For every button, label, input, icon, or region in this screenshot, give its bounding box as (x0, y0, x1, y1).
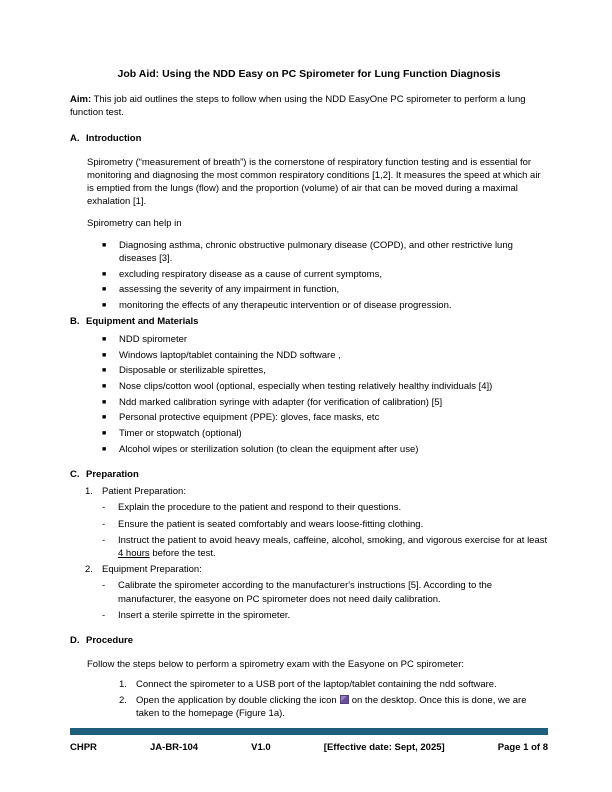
list-item (102, 380, 548, 393)
numbered-item (85, 563, 548, 576)
dash-marker: - (102, 518, 106, 530)
section-heading-procedure (70, 634, 548, 647)
dash-marker: - (102, 609, 106, 621)
list-item-text: excluding respiratory disease as a cause of current symptoms, (119, 268, 382, 280)
dash-item-text-post: before the test. (149, 547, 216, 559)
document-content (70, 68, 548, 722)
dash-item-text-pre: Instruct the patient to avoid heavy meals, caffeine, alcohol, smoking, and vigorous exercise for at least (118, 534, 548, 546)
preparation-numbered-list (85, 485, 548, 622)
section-heading-preparation (70, 468, 548, 481)
section-title: Equipment and Materials (86, 315, 199, 327)
square-bullet-icon: ■ (102, 241, 107, 249)
footer-effective-date: [Effective date: Sept, 2025] (323, 742, 445, 753)
procedure-step (119, 678, 548, 691)
square-bullet-icon: ■ (102, 414, 107, 422)
equipment-preparation-sublist (102, 579, 548, 622)
square-bullet-icon: ■ (102, 382, 107, 390)
list-item (102, 299, 548, 312)
section-letter: A. (70, 133, 80, 145)
square-bullet-icon: ■ (102, 445, 107, 453)
aim-paragraph (70, 93, 548, 119)
section-title: Preparation (86, 468, 139, 480)
list-item (102, 333, 548, 346)
numbered-item (85, 485, 548, 498)
square-bullet-icon: ■ (102, 398, 107, 406)
list-item-text: Diagnosing asthma, chronic obstructive pulmonary disease (COPD), and other restrictive lung diseases [3]. (119, 239, 513, 264)
item-label: Patient Preparation: (102, 486, 186, 498)
step-text-pre: Open the application by double clicking the icon (136, 694, 337, 706)
list-item-text: assessing the severity of any impairment in function, (119, 284, 340, 296)
square-bullet-icon: ■ (102, 335, 107, 343)
list-item (102, 396, 548, 409)
procedure-steps (119, 678, 548, 720)
step-number: 2. (119, 694, 127, 706)
section-introduction-body (87, 156, 548, 313)
dash-item (102, 579, 548, 605)
introduction-bullet-list (87, 239, 548, 313)
list-item (102, 349, 548, 362)
dash-item-text (118, 534, 548, 560)
patient-preparation-sublist (102, 501, 548, 560)
list-item (102, 268, 548, 281)
section-equipment-body (87, 333, 548, 456)
procedure-step (119, 694, 548, 720)
square-bullet-icon: ■ (102, 367, 107, 375)
step-text-post: on the desktop. Once this is done, we are taken to the homepage (Figure 1a). (136, 694, 527, 719)
list-item (102, 411, 548, 424)
dash-item-text: Insert a sterile spirrette in the spirometer. (118, 609, 291, 621)
footer-divider-bar (70, 728, 548, 735)
section-heading-equipment (70, 315, 548, 328)
list-item-text: Disposable or sterilizable spirettes, (119, 365, 266, 377)
square-bullet-icon: ■ (102, 430, 107, 438)
list-item-text: Ndd marked calibration syringe with adapter (for verification of calibration) [5] (119, 396, 443, 408)
section-heading-introduction (70, 132, 548, 145)
page-title: Job Aid: Using the NDD Easy on PC Spirometer for Lung Function Diagnosis (117, 68, 501, 80)
footer-page-label: Page (497, 742, 524, 753)
list-item (102, 427, 548, 440)
dash-item (102, 501, 548, 514)
dash-item (102, 534, 548, 560)
step-number: 1. (119, 679, 127, 691)
procedure-lead-in: Follow the steps below to perform a spirometry exam with the Easyone on PC spirometer: (87, 659, 464, 671)
footer-page-total: 8 (542, 742, 548, 753)
dash-item (102, 609, 548, 622)
list-item-text: Timer or stopwatch (optional) (119, 428, 242, 440)
section-title: Procedure (86, 635, 133, 646)
footer-org: CHPR (70, 742, 97, 753)
section-letter: B. (70, 315, 80, 327)
dash-marker: - (102, 580, 106, 592)
item-number: 2. (85, 564, 93, 576)
square-bullet-icon: ■ (102, 286, 107, 294)
list-item (102, 239, 548, 265)
aim-text: This job aid outlines the steps to follow when using the NDD EasyOne PC spirometer to perform a lung function test. (70, 94, 526, 119)
list-item (102, 283, 548, 296)
footer-page-indicator (498, 741, 548, 754)
section-letter: C. (70, 468, 80, 480)
dash-item-text: Calibrate the spirometer according to the manufacturer's instructions [5]. According to the manufacturer, the easyone on PC spirometer does not need daily calibration. (118, 580, 493, 605)
square-bullet-icon: ■ (102, 351, 107, 359)
aim-label: Aim: (70, 94, 92, 105)
step-text (136, 694, 548, 720)
footer (70, 741, 548, 754)
dash-item (102, 518, 548, 531)
underlined-duration: 4 hours (118, 547, 150, 559)
section-title: Introduction (86, 133, 142, 145)
step-text: Connect the spirometer to a USB port of the laptop/tablet containing the ndd software. (136, 679, 497, 691)
list-item-text: Windows laptop/tablet containing the NDD software , (119, 349, 341, 361)
footer-doc-id: JA-BR-104 (150, 742, 199, 753)
item-label: Equipment Preparation: (102, 564, 202, 576)
list-item-text: Nose clips/cotton wool (optional, especially when testing relatively healthy individuals [4]) (119, 380, 493, 392)
list-item-text: Alcohol wipes or sterilization solution (to clean the equipment after use) (119, 443, 419, 455)
dash-item-text: Explain the procedure to the patient and respond to their questions. (118, 502, 402, 514)
ndd-app-icon (340, 695, 349, 704)
item-number: 1. (85, 486, 93, 498)
square-bullet-icon: ■ (102, 301, 107, 309)
footer-page-number: 1 (523, 742, 529, 753)
section-procedure-body (87, 658, 548, 720)
list-item (102, 443, 548, 456)
footer-version: V1.0 (251, 742, 271, 753)
list-item-text: Personal protective equipment (PPE): gloves, face masks, etc (119, 412, 380, 424)
list-item-text: monitoring the effects of any therapeutic intervention or of disease progression. (119, 299, 452, 311)
dash-item-text: Ensure the patient is seated comfortably and wears loose-fitting clothing. (118, 518, 424, 530)
list-item-text: NDD spirometer (119, 333, 188, 345)
equipment-bullet-list (87, 333, 548, 456)
introduction-paragraph: Spirometry (“measurement of breath”) is the cornerstone of respiratory function testing and is essential for monitoring and diagnosing the most common respiratory conditions [1,2]. It measures the speed at which air is emptied from the lungs (flow) and the proportion (volume) of air that can be moved during a maximal exhalation [1]. (87, 156, 541, 208)
list-item (102, 364, 548, 377)
section-letter: D. (70, 635, 80, 646)
dash-marker: - (102, 502, 106, 514)
introduction-lead-in: Spirometry can help in (87, 218, 182, 230)
dash-marker: - (102, 534, 106, 546)
square-bullet-icon: ■ (102, 270, 107, 278)
footer-of-label: of (528, 742, 543, 753)
